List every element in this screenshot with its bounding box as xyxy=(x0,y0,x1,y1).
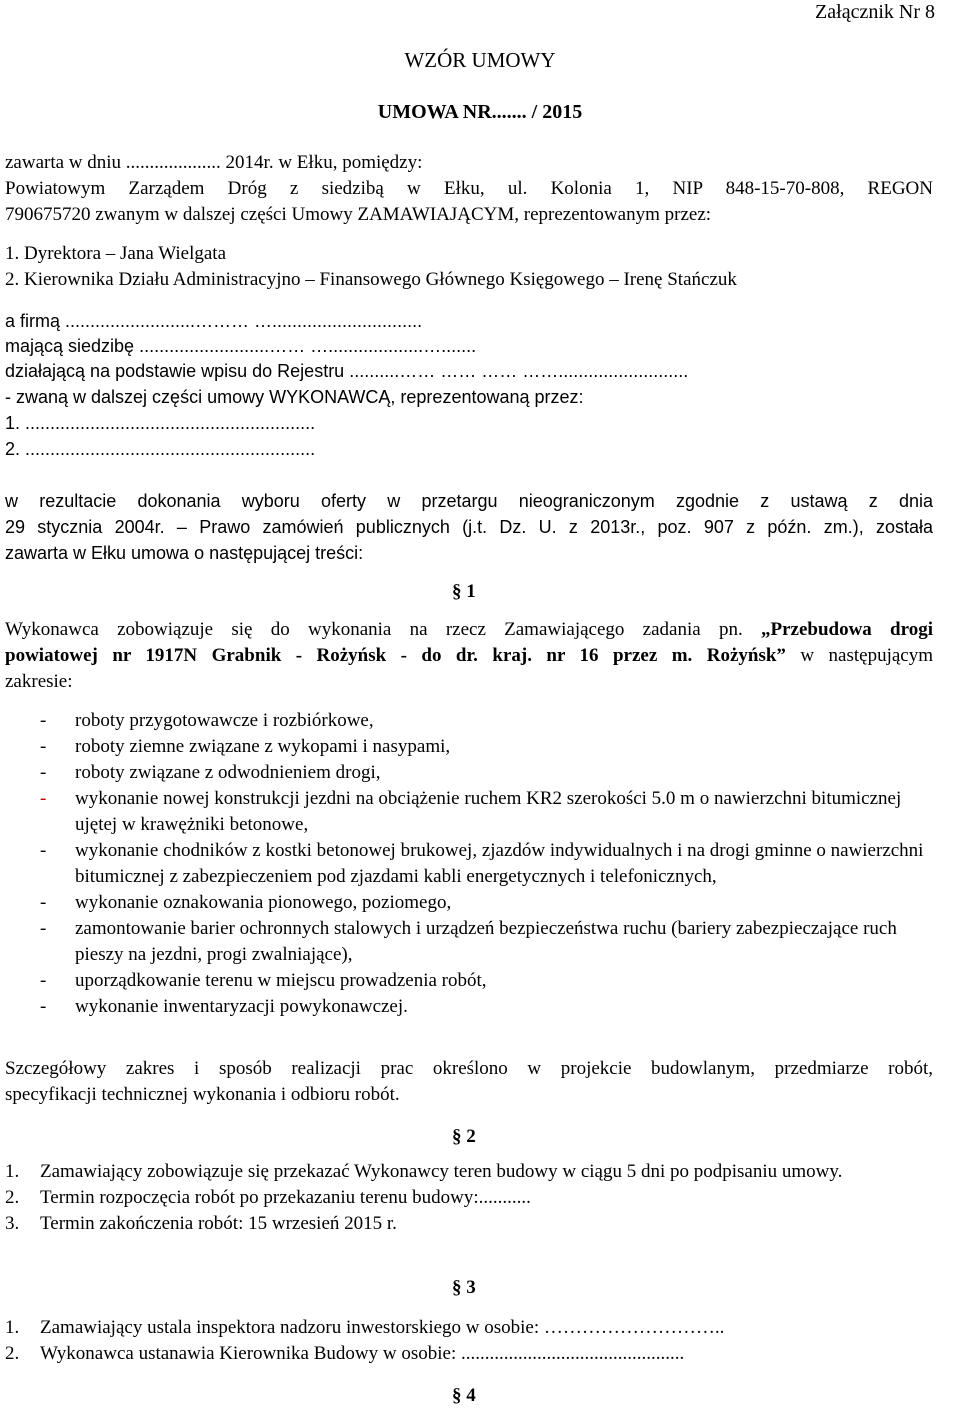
contractor-register: działającą na podstawie wpisu do Rejestru ..........…… …… …… …….......................... xyxy=(5,361,689,381)
list-item xyxy=(5,1185,945,1211)
contract-number: UMOWA NR....... / 2015 xyxy=(377,101,583,123)
list-item-text: wykonanie oznakowania pionowego, poziomego, xyxy=(75,892,452,913)
ordering-rep-2: 2. Kierownika Działu Administracyjno – Finansowego Głównego Księgowego – Irenę Stańczuk xyxy=(5,269,737,290)
list-marker: - xyxy=(40,892,47,913)
annex-label: Załącznik Nr 8 xyxy=(815,1,935,23)
list-item xyxy=(5,708,945,734)
contractor-rep-2: 2. .......................................................... xyxy=(5,439,316,459)
list-number: 2. xyxy=(5,1187,20,1208)
list-marker: - xyxy=(40,840,47,861)
section1-line2 xyxy=(5,645,933,667)
list-marker: - xyxy=(40,710,47,731)
scope-note-line1: Szczegółowy zakres i sposób realizacji prac określono w projekcie budowlanym, przedmiarze robót, xyxy=(5,1058,933,1079)
ordering-rep-1: 1. Dyrektora – Jana Wielgata xyxy=(5,243,226,264)
list-item-text: Zamawiający ustala inspektora nadzoru inwestorskiego w osobie: ……………………….. xyxy=(40,1317,725,1338)
list-number: 1. xyxy=(5,1317,20,1338)
list-item-text: Termin rozpoczęcia robót po przekazaniu terenu budowy:........... xyxy=(40,1187,531,1208)
list-item xyxy=(5,1159,945,1185)
list-item-text: Termin zakończenia robót: 15 wrzesień 2015 r. xyxy=(40,1213,397,1234)
basis-line2: 29 stycznia 2004r. – Prawo zamówień publicznych (j.t. Dz. U. z 2013r., poz. 907 z późn. zm.), została xyxy=(5,517,933,537)
list-item-text: Zamawiający zobowiązuje się przekazać Wykonawcy teren budowy w ciągu 5 dni po podpisaniu umowy. xyxy=(40,1161,843,1182)
list-item xyxy=(5,968,945,994)
list-number: 3. xyxy=(5,1213,20,1234)
contractor-rep-1: 1. .......................................................... xyxy=(5,413,316,433)
list-item xyxy=(5,734,945,760)
list-item xyxy=(5,838,945,890)
list-item xyxy=(5,1341,945,1367)
list-item-text: zamontowanie barier ochronnych stalowych i urządzeń bezpieczeństwa ruchu (bariery zabezpieczające ruch pieszy na jezdni, progi zwalniające), xyxy=(75,918,897,965)
list-item-text: Wykonawca ustanawia Kierownika Budowy w osobie: ............................................... xyxy=(40,1343,685,1364)
list-marker: - xyxy=(40,762,47,783)
list-item xyxy=(5,890,945,916)
task-name-end: powiatowej nr 1917N Grabnik - Rożyńsk - do dr. kraj. nr 16 przez m. Rożyńsk” xyxy=(5,645,786,666)
section-1-mark: § 1 xyxy=(452,581,476,602)
list-item-text: wykonanie chodników z kostki betonowej brukowej, zjazdów indywidualnych i na drogi gminne o nawierzchni bitumicznej z zabezpieczeniem pod zjazdami kabli energetycznych i telefonicznych, xyxy=(75,840,924,887)
list-item xyxy=(5,760,945,786)
list-item-text: roboty związane z odwodnieniem drogi, xyxy=(75,762,381,783)
basis-line3: zawarta w Ełku umowa o następującej treści: xyxy=(5,543,364,563)
scope-list xyxy=(5,708,945,1020)
contractor-called: - zwaną w dalszej części umowy WYKONAWCĄ, reprezentowaną przez: xyxy=(5,387,584,407)
list-item xyxy=(5,786,945,838)
list-item-text: roboty ziemne związane z wykopami i nasypami, xyxy=(75,736,451,757)
section1-line2-text: w następującym xyxy=(785,645,934,666)
list-item-text: wykonanie inwentaryzacji powykonawczej. xyxy=(75,996,408,1017)
scope-note-line2: specyfikacji technicznej wykonania i odbioru robót. xyxy=(5,1084,400,1105)
party1-line2: 790675720 zwanym w dalszej części Umowy ZAMAWIAJĄCYM, reprezentowanym przez: xyxy=(5,204,712,225)
basis-line1: w rezultacie dokonania wyboru oferty w przetargu nieograniczonym zgodnie z ustawą z dnia xyxy=(5,491,933,511)
section1-line3: zakresie: xyxy=(5,671,73,692)
list-number: 1. xyxy=(5,1161,20,1182)
list-marker: - xyxy=(40,970,47,991)
party1-line1: Powiatowym Zarządem Dróg z siedzibą w Ełku, ul. Kolonia 1, NIP 848-15-70-808, REGON xyxy=(5,178,933,199)
list-item-text: roboty przygotowawcze i rozbiórkowe, xyxy=(75,710,374,731)
list-marker: - xyxy=(40,996,47,1017)
section1-line1 xyxy=(5,619,933,641)
contractor-seat: mającą siedzibę ..........................…… …...................…....... xyxy=(5,336,477,356)
list-number: 2. xyxy=(5,1343,20,1364)
concluded-line: zawarta w dniu .................... 2014r. w Ełku, pomiędzy: xyxy=(5,152,423,173)
list-item xyxy=(5,916,945,968)
list-item xyxy=(5,1315,945,1341)
list-item xyxy=(5,1211,945,1237)
list-item-text: wykonanie nowej konstrukcji jezdni na obciążenie ruchem KR2 szerokości 5.0 m o nawierzchni bitumicznej ujętej w krawężniki betonowe, xyxy=(75,788,902,835)
section-3-mark: § 3 xyxy=(452,1277,476,1298)
list-item xyxy=(5,994,945,1020)
document-title: WZÓR UMOWY xyxy=(404,48,556,72)
list-marker: - xyxy=(40,788,47,809)
task-name-start: „Przebudowa drogi xyxy=(760,619,933,640)
section2-list xyxy=(5,1159,945,1237)
list-item-text: uporządkowanie terenu w miejscu prowadzenia robót, xyxy=(75,970,487,991)
section-2-mark: § 2 xyxy=(452,1126,476,1147)
section1-line1-text: Wykonawca zobowiązuje się do wykonania na rzecz Zamawiającego zadania pn. xyxy=(5,619,761,640)
section3-list xyxy=(5,1315,945,1367)
contractor-firm: a firmą ..........................……… ….............................. xyxy=(5,311,423,331)
list-marker: - xyxy=(40,918,47,939)
section-4-mark: § 4 xyxy=(452,1385,476,1406)
list-marker: - xyxy=(40,736,47,757)
